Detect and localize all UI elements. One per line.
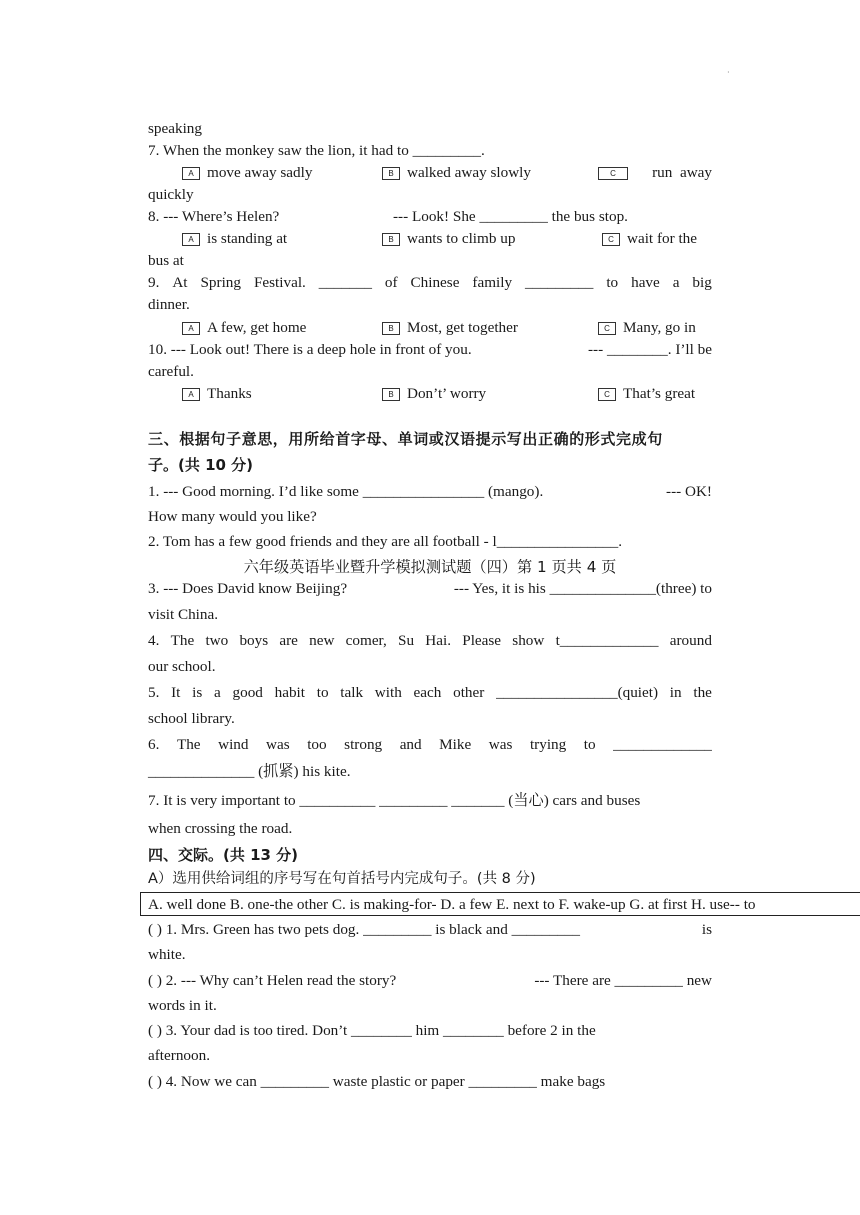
word: t_____________ — [555, 632, 659, 649]
option-text: A few, get home — [207, 319, 307, 336]
word: Hai. — [425, 632, 452, 649]
s4-question-3-wrap: afternoon. — [148, 1047, 210, 1064]
word: Spring — [200, 274, 241, 291]
word: _________ — [525, 274, 594, 291]
s4-question-2-wrap: words in it. — [148, 997, 217, 1014]
word: boys — [239, 632, 269, 649]
s3-sentence-1: 1. --- Good morning. I’d like some ________________ (mango). — [148, 483, 544, 500]
option-text: move away sadly — [207, 164, 313, 181]
word: was — [488, 736, 513, 753]
s3-sentence-4-wrap: our school. — [148, 658, 216, 675]
s3-sentence-5 — [148, 683, 712, 703]
s3-sentence-6-wrap: ______________ (抓紧) his kite. — [148, 763, 351, 780]
q8-stem-left: 8. --- Where’s Helen? — [148, 208, 280, 225]
word: 9. — [148, 274, 160, 291]
s4-question-1: ( ) 1. Mrs. Green has two pets dog. _________ is black and _________ — [148, 921, 580, 938]
word: have — [631, 274, 660, 291]
word: new — [309, 632, 335, 649]
section-3-title: 三、根据句子意思，用所给首字母、单词或汉语提示写出正确的形式完成句 — [148, 430, 663, 448]
option-text: That’s great — [623, 385, 696, 402]
word: are — [279, 632, 298, 649]
s3-sentence-5-wrap: school library. — [148, 710, 235, 727]
s3-sentence-3-wrap: visit China. — [148, 606, 219, 623]
word: At — [172, 274, 188, 291]
option-text: Many, go in — [623, 319, 696, 336]
word: It — [171, 684, 181, 701]
q8-option-wrap: bus at — [148, 252, 184, 269]
q7-option-a[interactable] — [182, 163, 312, 183]
word: around — [669, 632, 712, 649]
option-label: B — [382, 322, 400, 335]
word: show — [512, 632, 545, 649]
word: trying — [529, 736, 567, 753]
word: Su — [398, 632, 415, 649]
word: strong — [344, 736, 383, 753]
q8-option-b[interactable] — [382, 229, 515, 249]
word: was — [266, 736, 290, 753]
word: of — [384, 274, 398, 291]
option-label: A — [182, 388, 200, 401]
word: _______ — [318, 274, 372, 291]
q7-option-c[interactable] — [598, 163, 712, 183]
option-text: walked away slowly — [407, 164, 531, 181]
section-4-part-a: A）选用供给词组的序号写在句首括号内完成句子。(共 8 分) — [148, 871, 536, 887]
option-label: C — [602, 233, 620, 246]
s3-sentence-7-wrap: when crossing the road. — [148, 820, 293, 837]
q9-option-c[interactable] — [598, 318, 696, 338]
word: Chinese — [410, 274, 460, 291]
s3-sentence-1-wrap: How many would you like? — [148, 508, 317, 525]
word: The — [176, 736, 201, 753]
option-label: C — [598, 167, 628, 180]
word: other — [453, 684, 485, 701]
section-3-title-wrap: 子。(共 10 分) — [148, 456, 254, 474]
page-mark: · — [727, 68, 730, 77]
word: family — [472, 274, 513, 291]
word: is — [192, 684, 203, 701]
word: the — [693, 684, 712, 701]
word: Please — [462, 632, 502, 649]
word: 4. — [148, 632, 160, 649]
q7-option-b[interactable] — [382, 163, 531, 183]
word: to — [583, 736, 596, 753]
option-text: is standing at — [207, 230, 288, 247]
q10-option-b[interactable] — [382, 384, 486, 404]
word: each — [413, 684, 442, 701]
q10-option-c[interactable] — [598, 384, 695, 404]
s3-sentence-3: 3. --- Does David know Beijing? — [148, 580, 348, 597]
s3-sentence-1-reply: --- OK! — [666, 483, 712, 500]
q8-option-a[interactable] — [182, 229, 287, 249]
option-label: C — [598, 322, 616, 335]
option-label: B — [382, 388, 400, 401]
s3-sentence-2: 2. Tom has a few good friends and they are all football - l________________. — [148, 533, 623, 550]
word: talk — [340, 684, 364, 701]
option-text: Don’t’ worry — [407, 385, 487, 402]
q9-option-b[interactable] — [382, 318, 518, 338]
s4-question-3: ( ) 3. Your dad is too tired. Don’t ________ him ________ before 2 in the — [148, 1022, 596, 1039]
s3-sentence-4 — [148, 631, 712, 651]
page-footer: 六年级英语毕业暨升学模拟测试题（四）第 1 页共 4 页 — [243, 558, 617, 576]
s4-question-1-end: is — [701, 921, 712, 938]
q10-stem-right: --- ________. I’ll be — [588, 341, 712, 358]
word: good — [232, 684, 263, 701]
option-label: B — [382, 233, 400, 246]
previous-question-tail: speaking — [148, 120, 202, 137]
q8-option-c[interactable] — [602, 229, 697, 249]
word: big — [692, 274, 712, 291]
q10-option-a[interactable] — [182, 384, 252, 404]
q9-stem-wrap: dinner. — [148, 296, 190, 313]
q7-option-wrap: quickly — [148, 186, 194, 203]
word-bank: A. well done B. one-the other C. is making-for- D. a few E. next to F. wake-up G. at first H. use-- to — [140, 892, 860, 916]
word: two — [205, 632, 229, 649]
word: _____________ — [613, 736, 712, 753]
s4-question-2: ( ) 2. --- Why can’t Helen read the story? — [148, 972, 397, 989]
word: ________________(quiet) — [496, 684, 659, 701]
word: to — [606, 274, 619, 291]
word: a — [214, 684, 221, 701]
option-text: wants to climb up — [407, 230, 516, 247]
word: a — [672, 274, 680, 291]
option-text: Thanks — [207, 385, 252, 402]
word: 6. — [148, 736, 160, 753]
word: in — [669, 684, 682, 701]
option-label: C — [598, 388, 616, 401]
s4-question-1-wrap: white. — [148, 946, 186, 963]
option-text: Most, get together — [407, 319, 518, 336]
option-label: A — [182, 233, 200, 246]
s4-question-4: ( ) 4. Now we can _________ waste plastic or paper _________ make bags — [148, 1073, 606, 1090]
q9-option-a[interactable] — [182, 318, 306, 338]
word: comer, — [345, 632, 387, 649]
word: Mike — [439, 736, 472, 753]
q8-stem-right: --- Look! She _________ the bus stop. — [393, 208, 628, 225]
s3-sentence-7: 7. It is very important to __________ _________ _______ (当心) cars and buses — [148, 792, 641, 809]
word: and — [399, 736, 422, 753]
s3-sentence-3-reply: --- Yes, it is his ______________(three) to — [453, 580, 712, 597]
q10-stem-left: 10. --- Look out! There is a deep hole in front of you. — [148, 341, 472, 358]
word: Festival. — [253, 274, 306, 291]
q9-stem — [148, 273, 712, 293]
option-label: B — [382, 167, 400, 180]
option-text: wait for the — [627, 230, 698, 247]
q10-stem-wrap: careful. — [148, 363, 194, 380]
word: with — [374, 684, 402, 701]
word: too — [307, 736, 327, 753]
section-4-title: 四、交际。(共 13 分) — [148, 846, 299, 864]
option-text: run away — [652, 164, 712, 181]
s4-question-2-reply: --- There are _________ new — [534, 972, 712, 989]
word: 5. — [148, 684, 160, 701]
option-label: A — [182, 322, 200, 335]
option-label: A — [182, 167, 200, 180]
word: habit — [274, 684, 305, 701]
s3-sentence-6 — [148, 735, 712, 755]
q7-stem: 7. When the monkey saw the lion, it had to _________. — [148, 142, 485, 159]
word: The — [170, 632, 195, 649]
word: wind — [218, 736, 249, 753]
word: to — [316, 684, 329, 701]
